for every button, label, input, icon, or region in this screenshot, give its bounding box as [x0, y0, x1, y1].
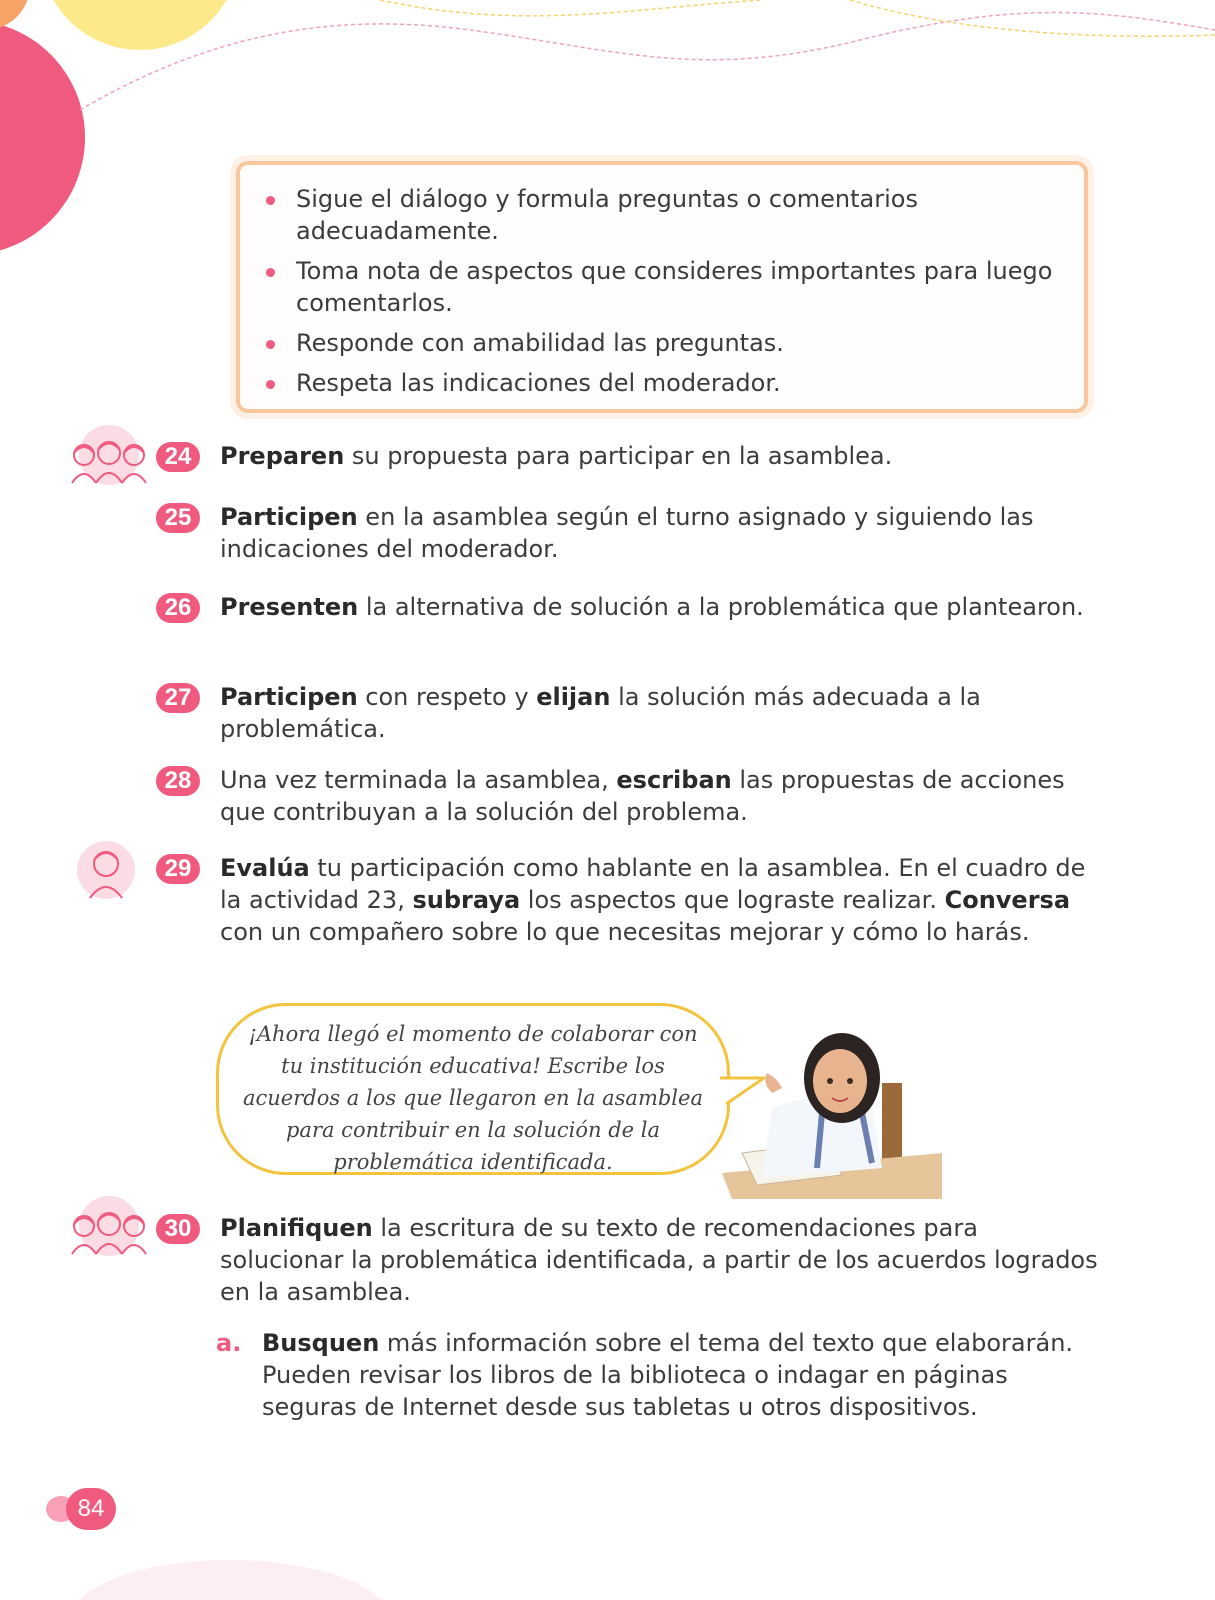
decor-dashed-waves: [0, 0, 1215, 140]
bullet-icon: [266, 380, 275, 389]
activity-number: 24: [156, 442, 200, 472]
page-number: 84: [77, 1495, 105, 1522]
tip-item: Responde con amabilidad las preguntas.: [266, 327, 1058, 359]
activity-text: Evalúa tu participación como hablante en la asamblea. En el cuadro de la actividad 23, subraya los aspectos que lograste realizar. Conversa con un compañero sobre lo que necesitas mejorar y cómo lo harás.: [220, 854, 1086, 946]
page-number-badge: [46, 1488, 118, 1530]
speech-bubble-text: ¡Ahora llegó el momento de colaborar con tu institución educativa! Escribe los acuerdos a los que llegaron en la asamblea para contribuir en la solución de la problemática identificada.: [243, 1022, 703, 1174]
bullet-icon: [266, 268, 275, 277]
decor-orange-circle: [0, 0, 30, 30]
subitem-text: Busquen más información sobre el tema del texto que elaborarán. Pueden revisar los libros de la biblioteca o indagar en páginas seguras de Internet desde sus tabletas u otros dispositivos.: [262, 1329, 1074, 1421]
activity-number: 30: [156, 1214, 200, 1244]
tips-box: [236, 161, 1088, 413]
bullet-icon: [266, 340, 275, 349]
activity-number: 29: [156, 854, 200, 884]
group-work-icon: [68, 425, 150, 487]
activity-text: Presenten la alternativa de solución a la problemática que plantearon.: [220, 593, 1084, 621]
bullet-icon: [266, 196, 275, 205]
tip-item: Sigue el diálogo y formula preguntas o comentarios adecuadamente.: [266, 183, 1058, 247]
girl-reading-illustration: [712, 1003, 952, 1203]
activity-number: 28: [156, 766, 200, 796]
tip-item: Respeta las indicaciones del moderador.: [266, 367, 1058, 399]
activity-number: 27: [156, 683, 200, 713]
activity-text: Planifiquen la escritura de su texto de recomendaciones para solucionar la problemática identificada, a partir de los acuerdos logrados en la asamblea.: [220, 1214, 1098, 1306]
tips-list: [266, 183, 1058, 399]
activity-text: Participen con respeto y elijan la solución más adecuada a la problemática.: [220, 683, 981, 743]
activity-text: Preparen su propuesta para participar en la asamblea.: [220, 442, 893, 470]
speech-bubble: [216, 1003, 730, 1175]
activity-text: Una vez terminada la asamblea, escriban las propuestas de acciones que contribuyan a la solución del problema.: [220, 766, 1065, 826]
activity-number: 25: [156, 503, 200, 533]
decor-bottom-blob: [70, 1560, 390, 1600]
activity-text: Participen en la asamblea según el turno asignado y siguiendo las indicaciones del moderador.: [220, 503, 1034, 563]
activity-number: 26: [156, 593, 200, 623]
tip-item: Toma nota de aspectos que consideres importantes para luego comentarlos.: [266, 255, 1058, 319]
individual-work-icon: [76, 840, 136, 900]
decor-pink-circle: [0, 20, 85, 255]
decor-yellow-circle: [40, 0, 240, 50]
group-work-icon: [68, 1196, 150, 1258]
subitem-letter: a.: [216, 1329, 242, 1357]
